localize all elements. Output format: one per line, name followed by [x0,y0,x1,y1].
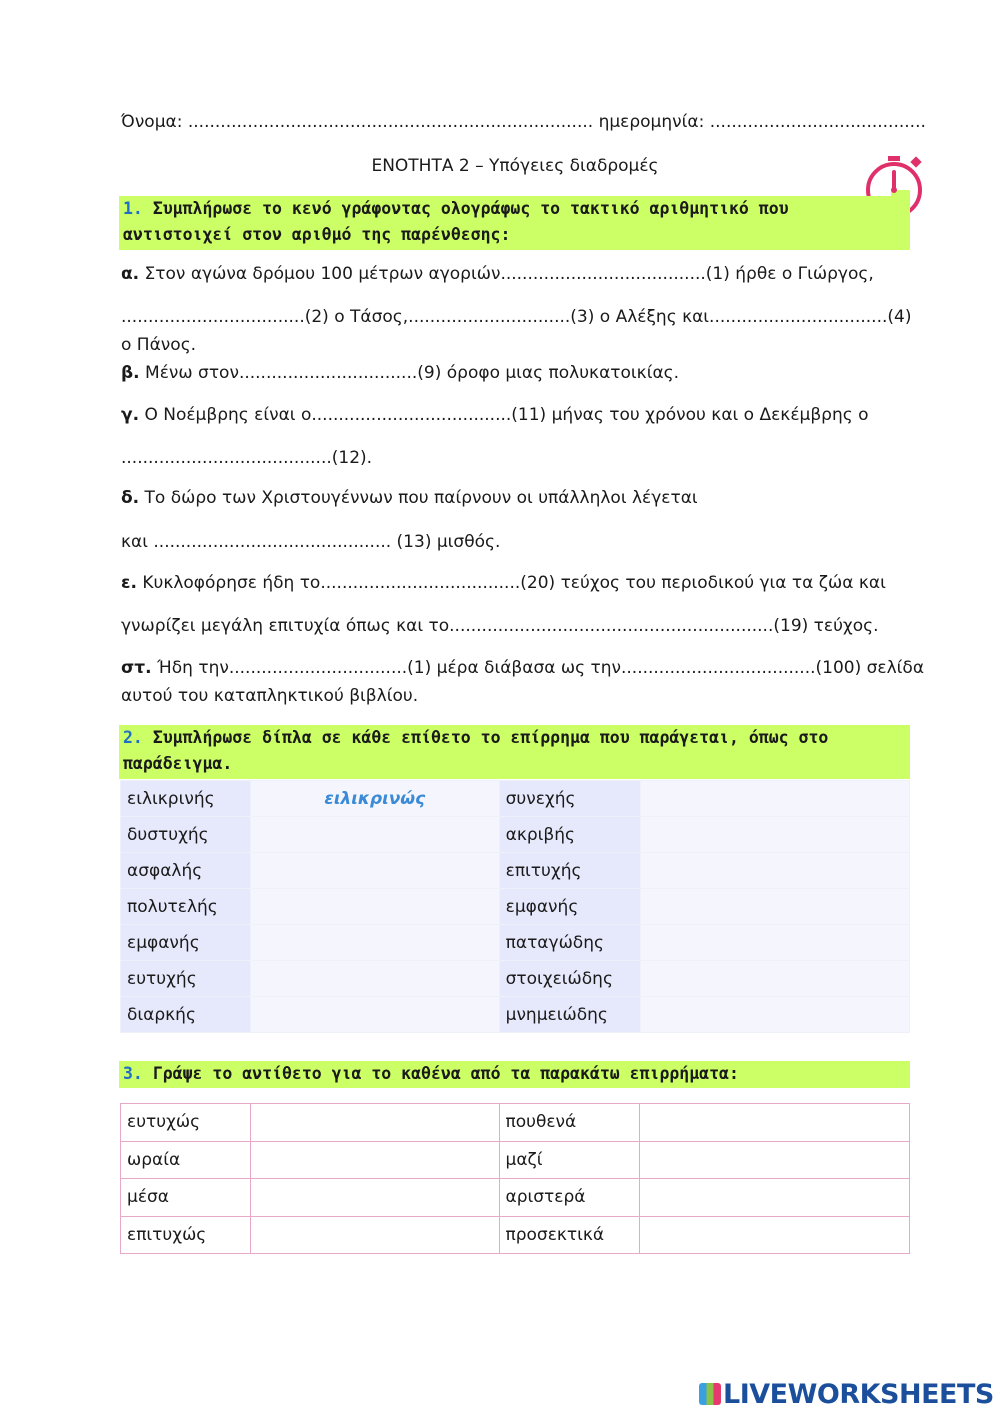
answer-input[interactable] [250,853,499,889]
ex1-item-a[interactable] [121,264,874,284]
ex1-item-a-line3: ο Πάνος. [121,335,197,355]
ex1-item-a-line2[interactable]: ..................................(2) ο Τάσος,..............................(3) ο Αλέξης και.................................(4) [121,307,912,327]
table-row [121,781,910,817]
adverb-cell: μαζί [499,1141,640,1179]
answer-input[interactable] [640,925,909,961]
adverb-cell: αριστερά [499,1179,640,1217]
logo-text: LIVEWORKSHEETS [723,1379,994,1410]
answer-input[interactable] [640,889,909,925]
item-label: α. [121,264,140,284]
adverb-cell: πουθενά [499,1104,640,1142]
ex1-item-c-line2[interactable]: .......................................(12). [121,448,373,468]
ex1-instruction-line1: Συμπλήρωσε το κενό γράφοντας ολογράφως το τακτικό αριθμητικό που [152,199,789,218]
adjective-cell: δυστυχής [121,817,251,853]
adjective-cell: ασφαλής [121,853,251,889]
adjective-cell: ακριβής [499,817,640,853]
ex3-instruction [119,1061,910,1088]
ex1-item-f[interactable] [121,658,924,678]
answer-input[interactable] [640,1179,910,1217]
table-row [121,1216,910,1254]
table-row [121,997,910,1033]
adjective-cell: διαρκής [121,997,251,1033]
date-label: ημερομηνία: [598,112,705,132]
date-field[interactable]: ........................................ [709,112,926,132]
adjective-cell: μνημειώδης [499,997,640,1033]
liveworksheets-logo [699,1379,994,1410]
adjective-cell: ειλικρινής [121,781,251,817]
answer-input[interactable] [640,961,909,997]
adverb-cell: ευτυχώς [121,1104,251,1142]
item-text: Ο Νοέμβρης είναι ο.....................................(11) μήνας του χρόνου και ο Δεκέμβρης ο [144,405,869,425]
ex1-number: 1. [123,199,143,218]
answer-input[interactable] [640,1141,910,1179]
adverb-cell: ωραία [121,1141,251,1179]
adjective-cell: εμφανής [121,925,251,961]
ex1-item-d [121,488,698,508]
answer-input[interactable] [640,997,909,1033]
item-label: δ. [121,488,140,508]
ex1-item-d-line2[interactable]: και ............................................ (13) μισθός. [121,532,501,552]
adjective-cell: ευτυχής [121,961,251,997]
answer-input[interactable] [640,1216,910,1254]
ex3-table [120,1103,910,1254]
ex3-instruction-text: Γράψε το αντίθετο για το καθένα από τα παρακάτω επιρρήματα: [152,1064,739,1083]
logo-mark-icon [699,1383,721,1405]
answer-input[interactable] [250,817,499,853]
ex1-item-c[interactable] [121,405,869,425]
page-title: ΕΝΟΤΗΤΑ 2 – Υπόγειες διαδρομές [371,156,659,176]
adverb-cell: προσεκτικά [499,1216,640,1254]
name-label: Όνομα: [121,112,183,132]
example-answer: ειλικρινώς [250,781,499,817]
answer-input[interactable] [640,1104,910,1142]
ex2-instruction-line2: παράδειγμα. [123,754,233,773]
name-field[interactable]: ........................................................................... [187,112,594,132]
answer-input[interactable] [250,889,499,925]
ex2-number: 2. [123,728,143,747]
table-row [121,961,910,997]
ex1-instruction [119,196,910,250]
item-text: Το δώρο των Χριστουγέννων που παίρνουν οι υπάλληλοι λέγεται [144,488,698,508]
ex2-table [120,780,910,1033]
answer-input[interactable] [250,1179,499,1217]
table-row [121,1141,910,1179]
adjective-cell: συνεχής [499,781,640,817]
ex1-instruction-line2: αντιστοιχεί στον αριθμό της παρένθεσης: [123,225,511,244]
answer-input[interactable] [640,817,909,853]
adjective-cell: επιτυχής [499,853,640,889]
item-text: Στον αγώνα δρόμου 100 μέτρων αγοριών......................................(1) ήρθε ο Γιώργος, [144,264,874,284]
item-label: ε. [121,573,137,593]
answer-input[interactable] [250,997,499,1033]
item-label: γ. [121,405,140,425]
ex2-instruction [119,725,910,779]
name-line [121,112,926,132]
item-label: β. [121,363,140,383]
ex1-item-f-line2: αυτού του καταπληκτικού βιβλίου. [121,686,419,706]
answer-input[interactable] [640,781,909,817]
item-text: Κυκλοφόρησε ήδη το.....................................(20) τεύχος του περιοδικού για τα ζώα και [142,573,886,593]
adverb-cell: μέσα [121,1179,251,1217]
adjective-cell: πολυτελής [121,889,251,925]
adjective-cell: παταγώδης [499,925,640,961]
answer-input[interactable] [640,853,909,889]
answer-input[interactable] [250,1141,499,1179]
table-row [121,889,910,925]
answer-input[interactable] [250,961,499,997]
item-text: Ήδη την.................................(1) μέρα διάβασα ως την....................................(100) σελίδα [156,658,925,678]
item-label: στ. [121,658,152,678]
adjective-cell: στοιχειώδης [499,961,640,997]
table-row [121,1179,910,1217]
table-row [121,817,910,853]
ex1-item-e[interactable] [121,573,886,593]
ex1-item-e-line2[interactable]: γνωρίζει μεγάλη επιτυχία όπως και το............................................................(19) τεύχος. [121,616,879,636]
ex3-number: 3. [123,1064,143,1083]
item-text: Μένω στον.................................(9) όροφο μιας πολυκατοικίας. [145,363,680,383]
ex1-item-b[interactable] [121,363,679,383]
answer-input[interactable] [250,1216,499,1254]
adverb-cell: επιτυχώς [121,1216,251,1254]
table-row [121,925,910,961]
table-row [121,1104,910,1142]
answer-input[interactable] [250,1104,499,1142]
table-row [121,853,910,889]
answer-input[interactable] [250,925,499,961]
adjective-cell: εμφανής [499,889,640,925]
ex2-instruction-line1: Συμπλήρωσε δίπλα σε κάθε επίθετο το επίρρημα που παράγεται, όπως στο [152,728,829,747]
